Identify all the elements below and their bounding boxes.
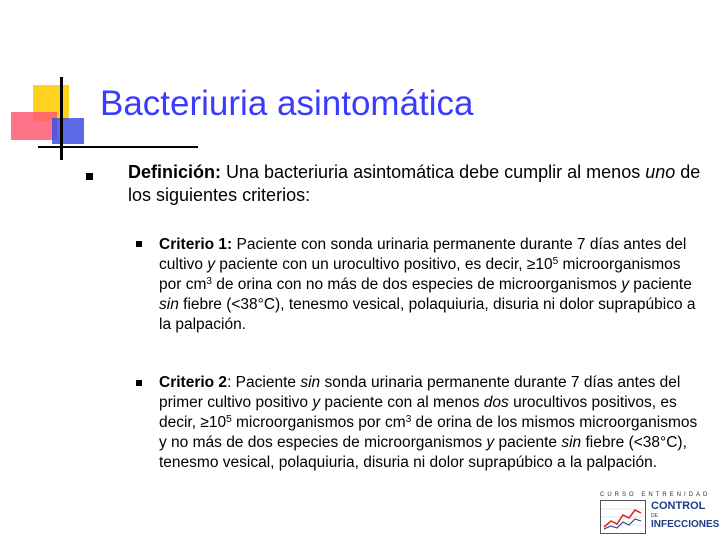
text-run: urocultivos positivos, es decir, xyxy=(159,394,677,431)
exponent: 3 xyxy=(405,414,412,425)
slide-title: Bacteriuria asintomática xyxy=(100,84,474,123)
definition-label: Definición: xyxy=(128,162,221,182)
geq-symbol: ≥ xyxy=(200,414,209,431)
definition-paragraph xyxy=(128,161,708,207)
definition-emphasis: uno xyxy=(645,162,676,182)
exponent: 3 xyxy=(206,276,212,287)
text-run: 10 xyxy=(208,414,227,431)
logo-line-2: DE xyxy=(651,513,658,519)
text-run: sonda urinaria permanente durante 7 días antes del primer cultivo positivo xyxy=(159,374,681,411)
bullet-square-icon xyxy=(136,380,142,386)
emphasis-run: y xyxy=(621,276,629,293)
text-run: : Paciente xyxy=(227,374,301,391)
text-run: de orina con no más de dos especies de microorganismos xyxy=(211,276,622,293)
emphasis-run: y xyxy=(207,256,215,273)
emphasis-run: y xyxy=(312,394,321,411)
emphasis-run: dos xyxy=(483,394,509,411)
emphasis-run: sin xyxy=(159,296,179,313)
criterio-2-paragraph xyxy=(159,373,704,473)
bullet-square-icon xyxy=(86,173,93,180)
text-run: paciente con un urocultivo positivo, es decir, xyxy=(215,256,527,273)
criterio-1-paragraph xyxy=(159,235,704,335)
logo-chart-icon xyxy=(600,500,646,534)
exponent: 5 xyxy=(552,256,559,267)
text-run: paciente xyxy=(494,434,562,451)
definition-text: Una bacteriuria asintomática debe cumplir al menos xyxy=(221,162,646,182)
logo-line-1: CONTROL xyxy=(651,500,706,512)
logo-line-3: INFECCIONES xyxy=(651,519,720,530)
criterio-2-label: Criterio 2 xyxy=(159,374,228,391)
decor-red-square xyxy=(11,112,57,140)
text-run: fiebre (<38°C), tenesmo vesical, polaquiuria, disuria ni dolor suprapúbico a la palpación. xyxy=(159,296,696,333)
definition-text-end: de los siguientes criterios: xyxy=(128,162,701,205)
geq-symbol: ≥ xyxy=(526,256,536,273)
text-run: fiebre (<38°C), tenesmo vesical, polaquiuria, disuria ni dolor suprapúbico a la palpación. xyxy=(159,434,687,471)
text-run: paciente xyxy=(628,276,692,293)
text-run: de orina de los mismos microorganismos y no más de dos especies de microorganismos xyxy=(159,414,698,451)
text-run: Paciente con sonda urinaria permanente durante 7 días antes del cultivo xyxy=(159,236,687,273)
emphasis-run: sin xyxy=(561,434,582,451)
emphasis-run: sin xyxy=(300,374,321,391)
decor-horizontal-line xyxy=(38,146,198,148)
exponent: 5 xyxy=(226,414,232,425)
text-run: paciente con al menos xyxy=(320,394,484,411)
logo-top-text: CURSO ENTRENIDAD xyxy=(600,492,711,498)
criterio-1-label: Criterio 1: xyxy=(159,236,233,253)
text-run: microorganismos por cm xyxy=(159,256,681,293)
emphasis-run: y xyxy=(486,434,495,451)
bullet-square-icon xyxy=(136,241,142,247)
course-logo xyxy=(598,492,720,532)
text-run: microorganismos por cm xyxy=(231,414,406,431)
decor-blue-square xyxy=(52,118,84,144)
text-run: 10 xyxy=(535,256,553,273)
